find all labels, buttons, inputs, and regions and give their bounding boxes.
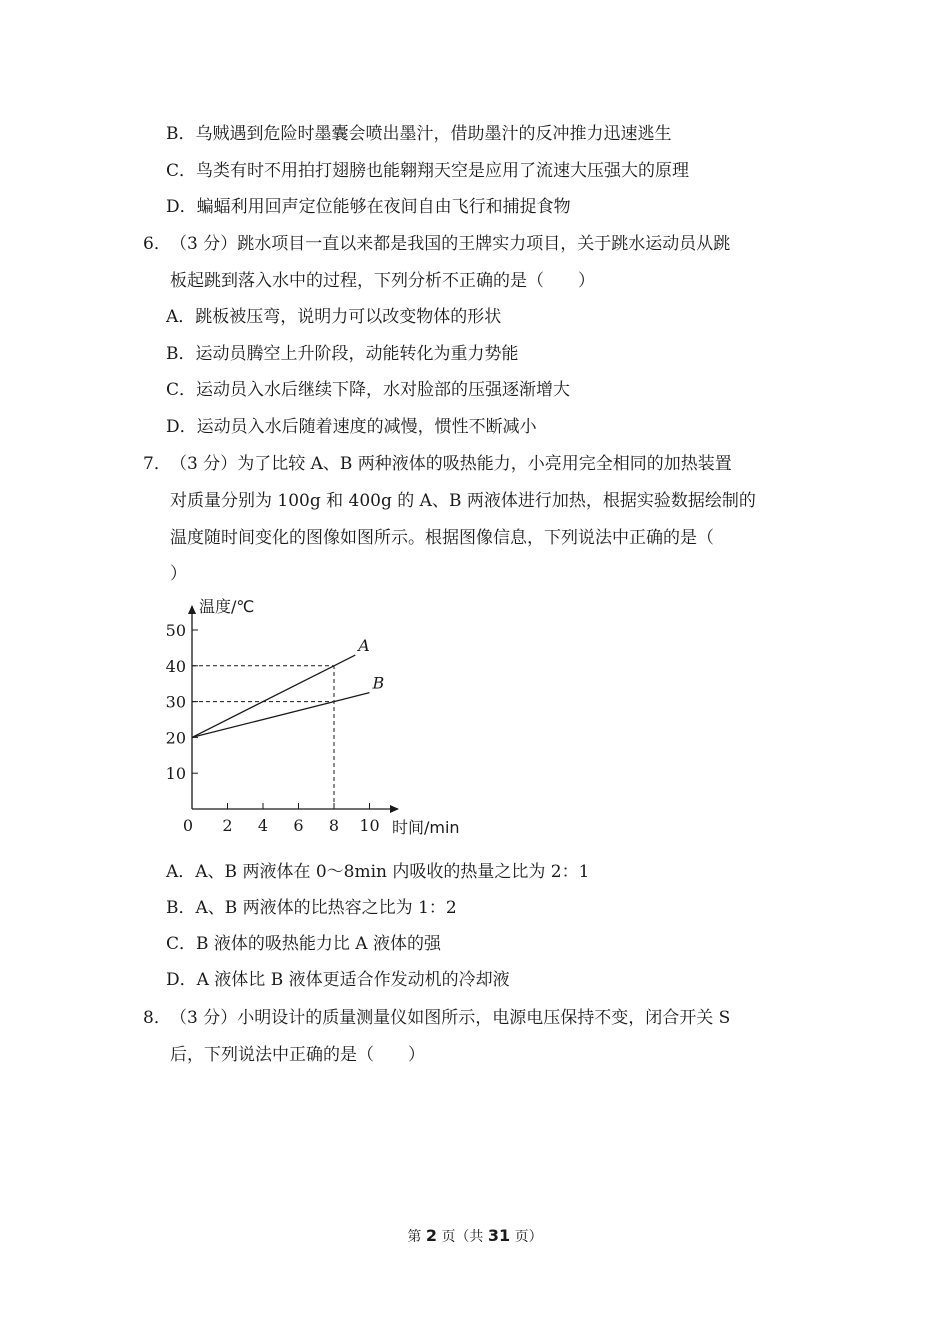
q7-option-a: A．A、B 两液体在 0～8min 内吸收的热量之比为 2：1 bbox=[166, 862, 590, 882]
q7-stem-line-1: （3 分）为了比较 A、B 两种液体的吸热能力，小亮用完全相同的加热装置 bbox=[170, 454, 732, 474]
y-tick-label-50: 50 bbox=[165, 621, 186, 640]
q7-option-d: D．A 液体比 B 液体更适合作发动机的冷却液 bbox=[166, 970, 510, 990]
q6-option-a: A．跳板被压弯，说明力可以改变物体的形状 bbox=[166, 307, 502, 327]
series-label-A: A bbox=[358, 636, 370, 656]
q5-option-b: B．乌贼遇到危险时墨囊会喷出墨汁，借助墨汁的反冲推力迅速逃生 bbox=[166, 124, 672, 144]
footer-middle: 页（共 bbox=[441, 1229, 484, 1245]
q6-number: 6． bbox=[143, 234, 171, 254]
x-tick-label-2: 2 bbox=[222, 816, 233, 835]
series-line-A bbox=[192, 655, 355, 737]
y-axis-label: 温度/℃ bbox=[199, 597, 255, 616]
x-tick-label-4: 4 bbox=[257, 816, 269, 835]
q5-option-d: D．蝙蝠利用回声定位能够在夜间自由飞行和捕捉食物 bbox=[166, 197, 571, 217]
q7-option-b: B．A、B 两液体的比热容之比为 1：2 bbox=[166, 898, 457, 918]
q5-option-c: C．鸟类有时不用拍打翅膀也能翱翔天空是应用了流速大压强大的原理 bbox=[166, 161, 690, 181]
q8-number: 8． bbox=[143, 1008, 171, 1028]
footer-total-pages: 31 bbox=[487, 1226, 511, 1245]
footer-suffix: 页） bbox=[514, 1229, 543, 1245]
q7-stem-line-3: 温度随时间变化的图像如图所示。根据图像信息，下列说法中正确的是（ bbox=[170, 528, 714, 548]
q6-option-c: C．运动员入水后继续下降，水对脸部的压强逐渐增大 bbox=[166, 380, 571, 400]
q8-stem-line-2: 后，下列说法中正确的是（ ） bbox=[170, 1045, 425, 1065]
x-tick-label-8: 8 bbox=[328, 816, 340, 835]
q6-stem-line-2: 板起跳到落入水中的过程，下列分析不正确的是（ ） bbox=[170, 271, 595, 291]
q8-stem-line-1: （3 分）小明设计的质量测量仪如图所示，电源电压保持不变，闭合开关 S bbox=[170, 1008, 731, 1028]
footer-page-number: 2 bbox=[425, 1226, 437, 1245]
q6-option-d: D．运动员入水后随着速度的减慢，惯性不断减小 bbox=[166, 417, 537, 437]
x-axis-label: 时间/min bbox=[392, 818, 460, 837]
series-line-B bbox=[192, 693, 370, 738]
q7-stem-line-2: 对质量分别为 100g 和 400g 的 A、B 两液体进行加热，根据实验数据绘制的 bbox=[170, 491, 756, 511]
origin-label: 0 bbox=[182, 816, 194, 835]
y-tick-label-40: 40 bbox=[165, 656, 186, 676]
y-tick-label-20: 20 bbox=[165, 728, 186, 748]
q6-option-b: B．运动员腾空上升阶段，动能转化为重力势能 bbox=[166, 344, 519, 364]
footer-prefix: 第 bbox=[407, 1229, 422, 1245]
series-label-B: B bbox=[372, 673, 385, 693]
q7-number: 7． bbox=[143, 454, 171, 474]
x-tick-label-6: 6 bbox=[293, 816, 304, 835]
x-tick-label-10: 10 bbox=[359, 816, 380, 835]
page-footer bbox=[0, 1226, 950, 1247]
temperature-time-chart bbox=[160, 596, 480, 840]
q7-stem-line-4: ） bbox=[170, 564, 187, 584]
y-tick-label-30: 30 bbox=[165, 692, 186, 712]
q6-stem-line-1: （3 分）跳水项目一直以来都是我国的王牌实力项目，关于跳水运动员从跳 bbox=[170, 234, 731, 254]
y-tick-label-10: 10 bbox=[165, 764, 186, 784]
q7-option-c: C．B 液体的吸热能力比 A 液体的强 bbox=[166, 934, 441, 954]
